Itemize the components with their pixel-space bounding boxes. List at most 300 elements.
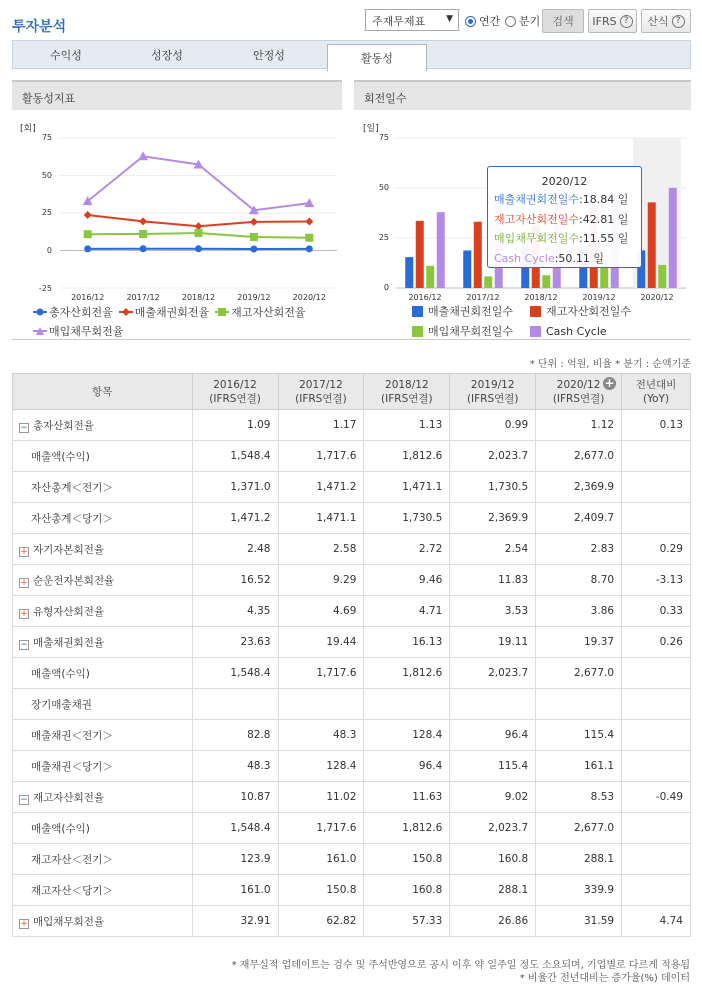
bar[interactable] <box>658 265 666 288</box>
expand-icon[interactable]: + <box>20 918 28 929</box>
formula-label: 산식 <box>647 15 669 28</box>
financial-table <box>12 373 691 937</box>
column-header-line: 2019/12 <box>470 378 515 391</box>
table-row <box>13 658 691 689</box>
value-cell: 161.1 <box>536 751 622 782</box>
value-cell: 1.09 <box>192 410 278 441</box>
value-cell: 4.35 <box>192 596 278 627</box>
table-row <box>13 906 691 937</box>
tooltip-label: Cash Cycle <box>494 251 555 265</box>
data-point[interactable] <box>250 233 258 241</box>
data-point[interactable] <box>84 211 92 219</box>
value-cell: 19.37 <box>536 627 622 658</box>
collapse-icon[interactable]: − <box>20 639 28 650</box>
value-cell <box>536 689 622 720</box>
yoy-cell: -3.13 <box>622 565 691 596</box>
column-header-line: 항목 <box>92 385 113 398</box>
value-cell: 2.72 <box>364 534 450 565</box>
value-cell: 2.58 <box>278 534 364 565</box>
value-cell: 339.9 <box>536 875 622 906</box>
tab-stability[interactable]: 안정성 <box>253 49 285 62</box>
value-cell: 2,677.0 <box>536 658 622 689</box>
value-cell: 1,730.5 <box>364 503 450 534</box>
value-cell: 2.48 <box>192 534 278 565</box>
column-header-subline: (YoY) <box>643 392 670 405</box>
value-cell: 161.0 <box>278 844 364 875</box>
table-row <box>13 689 691 720</box>
tooltip-value: :11.55 일 <box>579 232 629 245</box>
legend-diamond-icon <box>119 307 133 317</box>
column-header-subline: (IFRS연결) <box>209 392 261 405</box>
table-row <box>13 720 691 751</box>
ifrs-help-button[interactable] <box>588 9 637 33</box>
x-tick-label: 2017/12 <box>126 293 160 302</box>
value-cell: 115.4 <box>450 751 536 782</box>
x-tick-label: 2018/12 <box>524 293 558 302</box>
add-column-icon[interactable]: + <box>604 376 615 390</box>
value-cell: 4.71 <box>364 596 450 627</box>
expand-icon[interactable]: + <box>20 577 28 588</box>
value-cell: 1,730.5 <box>450 472 536 503</box>
table-row <box>13 627 691 658</box>
column-header-subline: (IFRS연결) <box>295 392 347 405</box>
row-label: 매입채무회전율 <box>33 915 105 928</box>
row-label: 자산총계＜전기＞ <box>31 481 113 494</box>
x-tick-label: 2020/12 <box>640 293 674 302</box>
value-cell: 1,471.1 <box>364 472 450 503</box>
y-tick-label: 75 <box>41 133 52 142</box>
yoy-cell: -0.49 <box>622 782 691 813</box>
table-row <box>13 844 691 875</box>
row-label-cell <box>13 503 193 534</box>
activity-chart-title: 활동성지표 <box>12 80 342 110</box>
radio-unchecked-icon <box>505 16 516 27</box>
value-cell: 8.53 <box>536 782 622 813</box>
value-cell: 96.4 <box>450 720 536 751</box>
bar[interactable] <box>484 276 492 288</box>
legend-square-icon <box>215 307 229 317</box>
yoy-cell <box>622 844 691 875</box>
formula-help-button[interactable] <box>641 9 691 33</box>
table-row <box>13 596 691 627</box>
column-header <box>536 374 622 410</box>
legend-item[interactable] <box>412 323 530 339</box>
legend-item[interactable] <box>530 303 631 319</box>
value-cell: 10.87 <box>192 782 278 813</box>
row-label-cell[interactable] <box>13 782 193 813</box>
value-cell: 32.91 <box>192 906 278 937</box>
data-point[interactable] <box>195 229 203 237</box>
column-header <box>622 374 691 410</box>
table-row <box>13 534 691 565</box>
row-label-cell <box>13 658 193 689</box>
legend-label: 매출채권회전율 <box>134 306 210 319</box>
right-chart-unit: [일] <box>363 124 379 134</box>
search-button-label: 검색 <box>552 15 574 28</box>
column-header-subline: (IFRS연결) <box>381 392 433 405</box>
row-label: 재고자산회전율 <box>33 791 105 804</box>
left-chart-unit: [회] <box>20 124 36 134</box>
x-tick-label: 2016/12 <box>71 293 105 302</box>
value-cell: 2,409.7 <box>536 503 622 534</box>
data-point[interactable] <box>139 217 147 225</box>
x-tick-label: 2018/12 <box>181 293 216 302</box>
value-cell: 150.8 <box>364 844 450 875</box>
row-label: 자산총계＜당기＞ <box>31 512 113 525</box>
legend-label: 재고자산회전율 <box>231 306 306 319</box>
value-cell: 1,717.6 <box>278 658 364 689</box>
table-row <box>13 782 691 813</box>
value-cell: 1,717.6 <box>278 813 364 844</box>
yoy-cell <box>622 441 691 472</box>
column-header-line: 2020/12 <box>556 378 601 391</box>
collapse-icon[interactable]: − <box>20 422 28 433</box>
statement-type-value: 주재무제표 <box>372 15 426 28</box>
y-tick-label: 25 <box>378 233 389 242</box>
annual-radio-label: 연간 <box>479 15 501 28</box>
row-label-cell <box>13 751 193 782</box>
x-tick-label: 2020/12 <box>292 293 326 302</box>
legend-swatch-icon <box>530 306 541 317</box>
legend-label: 재고자산회전일수 <box>546 305 632 318</box>
divider <box>12 339 691 340</box>
value-cell: 115.4 <box>536 720 622 751</box>
legend-label: Cash Cycle <box>546 324 607 338</box>
legend-label: 총자산회전율 <box>49 306 113 319</box>
y-tick-label: -25 <box>38 284 52 293</box>
data-point[interactable] <box>250 218 258 226</box>
value-cell: 11.02 <box>278 782 364 813</box>
value-cell: 23.63 <box>192 627 278 658</box>
value-cell: 160.8 <box>364 875 450 906</box>
value-cell: 2.83 <box>536 534 622 565</box>
legend-item[interactable] <box>412 303 530 319</box>
value-cell <box>364 689 450 720</box>
data-point[interactable] <box>139 230 147 238</box>
chevron-down-icon: ▼ <box>446 14 453 24</box>
page-title: 투자분석 <box>12 19 67 35</box>
y-tick-label: 50 <box>378 183 389 192</box>
y-tick-label: 0 <box>383 283 389 292</box>
value-cell: 2,677.0 <box>536 813 622 844</box>
value-cell: 3.53 <box>450 596 536 627</box>
yoy-cell <box>622 503 691 534</box>
table-row <box>13 410 691 441</box>
value-cell: 11.63 <box>364 782 450 813</box>
data-point[interactable] <box>250 246 257 253</box>
column-header-subline: (IFRS연결) <box>552 392 605 405</box>
row-label-cell[interactable] <box>13 565 193 596</box>
footnote: * 비율간 전년대비는 증가율(%) 데이터 <box>519 973 690 984</box>
value-cell: 1,548.4 <box>192 441 278 472</box>
column-header-line: 2018/12 <box>385 378 429 391</box>
value-cell: 16.52 <box>192 565 278 596</box>
row-label: 매출액(수익) <box>31 667 90 680</box>
column-header <box>13 374 193 410</box>
row-label-cell[interactable] <box>13 410 193 441</box>
data-point[interactable] <box>84 230 92 238</box>
value-cell: 2,023.7 <box>450 441 536 472</box>
quarter-radio-label: 분기 <box>519 15 541 28</box>
x-tick-label: 2017/12 <box>466 293 500 302</box>
data-point[interactable] <box>305 217 313 225</box>
table-row <box>13 875 691 906</box>
statement-type-select[interactable] <box>365 9 459 31</box>
tab-activity[interactable]: 활동성 <box>327 44 427 71</box>
value-cell: 1,471.2 <box>192 503 278 534</box>
row-label-cell <box>13 720 193 751</box>
column-header-subline: (IFRS연결) <box>466 392 519 405</box>
question-icon: ? <box>672 15 685 28</box>
row-label-cell[interactable] <box>13 596 193 627</box>
value-cell: 9.02 <box>450 782 536 813</box>
data-point[interactable] <box>138 151 148 160</box>
x-tick-label: 2019/12 <box>582 293 616 302</box>
value-cell: 160.8 <box>450 844 536 875</box>
value-cell: 2,369.9 <box>450 503 536 534</box>
yoy-cell <box>622 720 691 751</box>
tooltip-row <box>494 249 635 269</box>
value-cell: 2,369.9 <box>536 472 622 503</box>
value-cell <box>192 689 278 720</box>
value-cell <box>278 689 364 720</box>
row-label: 순운전자본회전율 <box>33 574 115 587</box>
row-label-cell[interactable] <box>13 534 193 565</box>
turnover-days-title: 회전일수 <box>354 80 691 110</box>
yoy-cell <box>622 813 691 844</box>
value-cell: 1.13 <box>364 410 450 441</box>
row-label: 재고자산＜전기＞ <box>31 853 113 866</box>
value-cell: 1,471.1 <box>278 503 364 534</box>
legend-label: 매입채무회전일수 <box>428 325 514 338</box>
tab-profitability[interactable]: 수익성 <box>50 49 82 62</box>
bar[interactable] <box>405 257 413 288</box>
yoy-cell <box>622 875 691 906</box>
x-tick-label: 2016/12 <box>408 293 442 302</box>
value-cell: 1,548.4 <box>192 813 278 844</box>
value-cell: 288.1 <box>536 844 622 875</box>
value-cell: 150.8 <box>278 875 364 906</box>
row-label: 매출채권＜당기＞ <box>31 760 113 773</box>
row-label-cell <box>13 689 193 720</box>
column-header-line: 2016/12 <box>213 378 257 391</box>
row-label-cell <box>13 844 193 875</box>
tooltip-row <box>494 229 635 249</box>
value-cell: 2.54 <box>450 534 536 565</box>
row-label: 매출액(수익) <box>31 450 90 463</box>
yoy-cell <box>622 658 691 689</box>
value-cell: 2,023.7 <box>450 658 536 689</box>
value-cell: 1,717.6 <box>278 441 364 472</box>
footnote: * 재무실적 업데이트는 검수 및 주석반영으로 공시 이후 약 일주일 정도 소요되며, 기업별로 다르게 적용됨 <box>231 960 690 971</box>
table-row <box>13 565 691 596</box>
yoy-cell: 4.74 <box>622 906 691 937</box>
table-row <box>13 813 691 844</box>
ifrs-label: IFRS <box>592 14 617 28</box>
collapse-icon[interactable]: − <box>20 794 28 805</box>
value-cell: 11.83 <box>450 565 536 596</box>
y-tick-label: 25 <box>41 208 52 217</box>
tab-growth[interactable]: 성장성 <box>151 49 183 62</box>
row-label: 유형자산회전율 <box>33 605 105 618</box>
bar[interactable] <box>542 275 550 288</box>
value-cell: 96.4 <box>364 751 450 782</box>
tooltip-label: 재고자산회전일수 <box>494 212 580 226</box>
value-cell: 1,812.6 <box>364 658 450 689</box>
y-tick-label: 50 <box>41 171 52 180</box>
search-button[interactable] <box>542 9 584 33</box>
value-cell: 31.59 <box>536 906 622 937</box>
value-cell: 9.46 <box>364 565 450 596</box>
data-point[interactable] <box>140 245 147 252</box>
value-cell: 4.69 <box>278 596 364 627</box>
left-chart-legend <box>33 304 343 339</box>
expand-icon[interactable]: + <box>20 608 28 619</box>
value-cell: 8.70 <box>536 565 622 596</box>
row-label: 매출채권＜전기＞ <box>31 729 113 742</box>
y-tick-label: 0 <box>46 246 52 255</box>
value-cell: 1,812.6 <box>364 441 450 472</box>
tooltip-value: :18.84 일 <box>579 193 629 206</box>
activity-line-chart <box>12 128 342 306</box>
value-cell: 26.86 <box>450 906 536 937</box>
data-point[interactable] <box>195 245 202 252</box>
value-cell: 123.9 <box>192 844 278 875</box>
table-row <box>13 441 691 472</box>
column-header <box>278 374 364 410</box>
y-tick-label: 75 <box>378 133 389 142</box>
row-label: 장기매출채권 <box>31 698 92 711</box>
row-label-cell <box>13 472 193 503</box>
legend-label: 매출채권회전일수 <box>428 305 514 318</box>
yoy-cell <box>622 751 691 782</box>
tooltip-value: :42.81 일 <box>579 212 629 226</box>
tooltip-title: 2020/12 <box>541 175 588 188</box>
row-label-cell <box>13 875 193 906</box>
row-label: 총자산회전율 <box>33 419 94 432</box>
row-label: 매출채권회전율 <box>33 636 105 649</box>
value-cell: 1,548.4 <box>192 658 278 689</box>
yoy-cell: 0.33 <box>622 596 691 627</box>
row-label-cell <box>13 813 193 844</box>
tooltip-row <box>494 210 635 230</box>
legend-item[interactable] <box>215 304 305 320</box>
row-label-cell <box>13 441 193 472</box>
value-cell: 82.8 <box>192 720 278 751</box>
value-cell: 19.44 <box>278 627 364 658</box>
question-icon: ? <box>620 15 633 28</box>
legend-swatch-icon <box>412 306 423 317</box>
table-row <box>13 472 691 503</box>
bar[interactable] <box>648 202 656 288</box>
turnover-days-panel <box>354 80 691 110</box>
legend-swatch-icon <box>412 326 423 337</box>
tooltip-label: 매출채권회전일수 <box>494 193 580 206</box>
quarter-radio[interactable] <box>505 13 540 29</box>
value-cell: 0.99 <box>450 410 536 441</box>
expand-icon[interactable]: + <box>20 546 28 557</box>
legend-circle-icon <box>33 307 47 317</box>
value-cell: 288.1 <box>450 875 536 906</box>
bar[interactable] <box>463 250 471 288</box>
chart-tooltip <box>487 166 642 268</box>
legend-item[interactable] <box>119 304 209 320</box>
value-cell: 48.3 <box>192 751 278 782</box>
table-row <box>13 503 691 534</box>
x-tick-label: 2019/12 <box>237 293 271 302</box>
value-cell: 1,471.2 <box>278 472 364 503</box>
bar[interactable] <box>437 212 445 288</box>
radio-checked-icon <box>465 16 476 27</box>
legend-item[interactable] <box>33 323 123 339</box>
legend-item[interactable] <box>33 304 113 320</box>
column-header-line: 전년대비 <box>635 378 677 391</box>
value-cell: 128.4 <box>364 720 450 751</box>
value-cell: 3.86 <box>536 596 622 627</box>
value-cell: 2,677.0 <box>536 441 622 472</box>
value-cell: 1.17 <box>278 410 364 441</box>
yoy-cell <box>622 689 691 720</box>
bar[interactable] <box>416 221 424 288</box>
legend-triangle-icon <box>33 326 47 336</box>
value-cell: 16.13 <box>364 627 450 658</box>
value-cell: 9.29 <box>278 565 364 596</box>
value-cell: 19.11 <box>450 627 536 658</box>
value-cell: 1.12 <box>536 410 622 441</box>
table-header-row <box>13 374 691 410</box>
legend-item[interactable] <box>530 325 607 338</box>
bar[interactable] <box>474 222 482 288</box>
column-header <box>192 374 278 410</box>
activity-chart-panel <box>12 80 342 110</box>
yoy-cell: 0.29 <box>622 534 691 565</box>
value-cell: 2,023.7 <box>450 813 536 844</box>
bar[interactable] <box>669 188 677 288</box>
value-cell: 48.3 <box>278 720 364 751</box>
tooltip-label: 매입채무회전일수 <box>494 232 580 245</box>
legend-label: 매입채무회전율 <box>49 325 124 338</box>
tooltip-value: :50.11 일 <box>554 251 605 265</box>
tooltip-row <box>494 190 635 210</box>
bar[interactable] <box>426 266 434 288</box>
annual-radio[interactable] <box>465 13 500 29</box>
data-point[interactable] <box>305 234 313 242</box>
table-body <box>13 410 691 937</box>
value-cell: 62.82 <box>278 906 364 937</box>
yoy-cell: 0.26 <box>622 627 691 658</box>
units-note: * 단위 : 억원, 비율 * 분기 : 순액기준 <box>529 359 691 370</box>
column-header <box>364 374 450 410</box>
yoy-cell: 0.13 <box>622 410 691 441</box>
tab-bar <box>12 40 691 69</box>
value-cell: 57.33 <box>364 906 450 937</box>
right-chart-legend <box>412 303 692 339</box>
row-label-cell[interactable] <box>13 906 193 937</box>
legend-swatch-icon <box>530 326 541 337</box>
row-label: 재고자산＜당기＞ <box>31 884 113 897</box>
data-point[interactable] <box>84 245 91 252</box>
row-label: 자기자본회전율 <box>33 543 105 556</box>
value-cell: 1,371.0 <box>192 472 278 503</box>
value-cell: 128.4 <box>278 751 364 782</box>
row-label-cell[interactable] <box>13 627 193 658</box>
value-cell: 1,812.6 <box>364 813 450 844</box>
yoy-cell <box>622 472 691 503</box>
column-header <box>450 374 536 410</box>
data-point[interactable] <box>306 245 313 252</box>
row-label: 매출액(수익) <box>31 822 90 835</box>
column-header-line: 2017/12 <box>299 378 343 391</box>
